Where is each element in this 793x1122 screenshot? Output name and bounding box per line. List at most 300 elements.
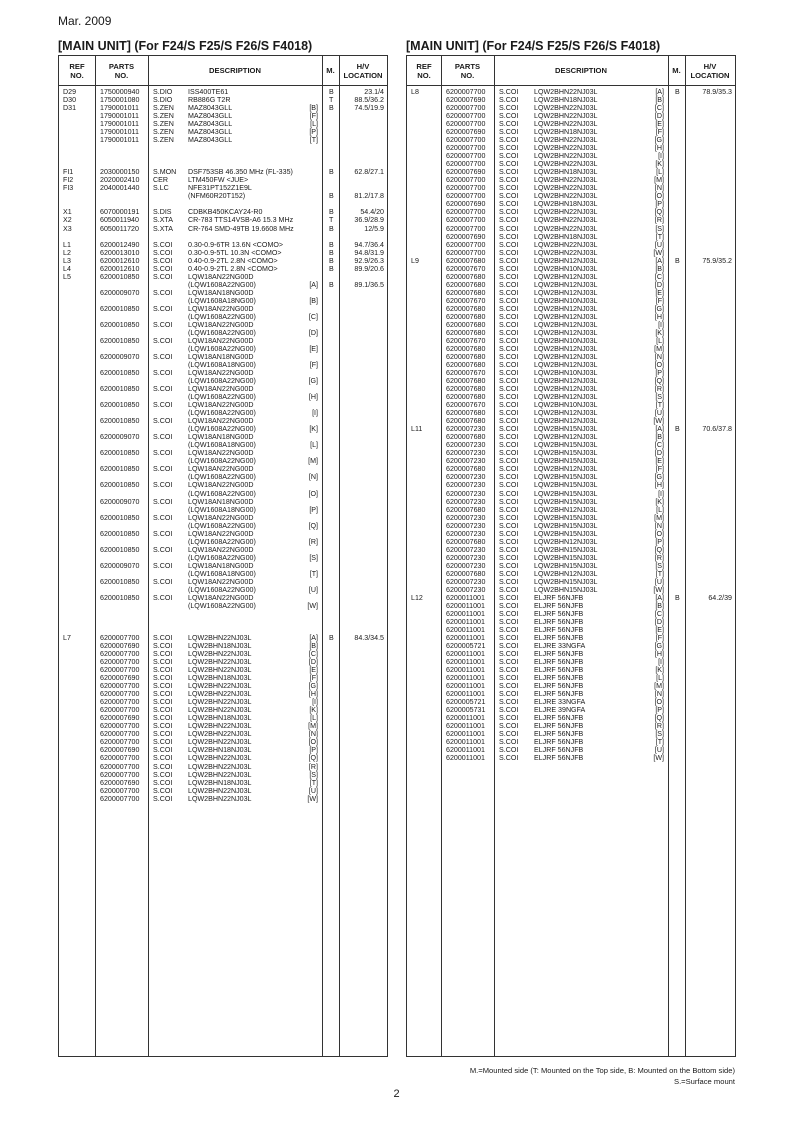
description-cell: ELJRF 56NJFB <box>534 658 584 667</box>
table-row <box>59 690 387 698</box>
class-cell: S.COI <box>499 489 519 498</box>
class-cell: S.COI <box>499 200 519 209</box>
hv-location-cell: 89.1/36.5 <box>354 280 384 289</box>
variant-cell: [K] <box>309 706 318 715</box>
description-cell: LQW2BHN22NJ03L <box>534 176 598 185</box>
variant-cell: [B] <box>309 642 318 651</box>
variant-cell: [M] <box>654 513 664 522</box>
description-cell: LQW2BHN22NJ03L <box>188 682 252 691</box>
variant-cell: [N] <box>654 521 664 530</box>
parts-no-cell: 6200007690 <box>100 746 140 755</box>
mount-side-cell: T <box>329 96 334 105</box>
class-cell: S.COI <box>153 545 173 554</box>
description-cell: (LQW1608A22NG00) <box>188 521 256 530</box>
variant-cell: [Q] <box>654 714 664 723</box>
description-cell: LQW2BHN12NJ03L <box>534 465 598 474</box>
description-cell: 0.30-0.9-5TL 10.3N <COMO> <box>188 248 282 257</box>
table-row <box>407 465 735 473</box>
description-cell: (LQW1608A22NG00) <box>188 537 256 546</box>
table-row <box>59 441 387 449</box>
mount-side-cell: B <box>675 593 680 602</box>
description-cell: (LQW1608A22NG00) <box>188 473 256 482</box>
parts-no-cell: 6200007700 <box>446 216 486 225</box>
variant-cell: [A] <box>655 88 664 96</box>
table-row <box>407 578 735 586</box>
description-cell: DSF753SB 46.350 MHz (FL-335) <box>188 168 293 177</box>
mount-side-cell: B <box>329 264 334 273</box>
description-cell: ELJRE 33NGFA <box>534 698 586 707</box>
table-row <box>59 522 387 530</box>
class-cell: S.COI <box>499 666 519 675</box>
parts-no-cell: 6200007700 <box>100 754 140 763</box>
parts-no-cell: 6200007700 <box>100 690 140 699</box>
description-cell: LQW2BHN22NJ03L <box>188 730 252 739</box>
description-cell: LQW2BHN12NJ03L <box>534 385 598 394</box>
variant-cell: [E] <box>309 344 318 353</box>
table-row <box>407 233 735 241</box>
class-cell: S.COI <box>153 433 173 442</box>
parts-no-cell: 6200007680 <box>446 569 486 578</box>
class-cell: S.COI <box>153 682 173 691</box>
parts-no-cell: 6200010850 <box>100 385 140 394</box>
table-row <box>407 160 735 168</box>
variant-cell: [D] <box>654 280 664 289</box>
table-row <box>59 329 387 337</box>
description-cell: LQW18AN18NG00D <box>188 288 254 297</box>
variant-cell: [N] <box>654 352 664 361</box>
class-cell: S.COI <box>499 248 519 257</box>
description-cell: LQW2BHN18NJ03L <box>188 642 252 651</box>
table-row <box>407 128 735 136</box>
table-row <box>59 457 387 465</box>
surface-mount-note: S.=Surface mount <box>674 1077 735 1086</box>
table-row <box>407 369 735 377</box>
col-parts-label: PARTS NO. <box>454 61 481 80</box>
parts-no-cell: 1750001080 <box>100 96 140 105</box>
table-row <box>407 714 735 722</box>
table-row <box>407 730 735 738</box>
parts-no-cell: 6200007230 <box>446 545 486 554</box>
class-cell: S.COI <box>499 176 519 185</box>
parts-no-cell: 6200007700 <box>446 240 486 249</box>
description-cell: LQW2BHN22NJ03L <box>534 112 598 121</box>
variant-cell: [L] <box>656 168 664 177</box>
ref-no-cell: L4 <box>63 264 71 273</box>
page-number: 2 <box>393 1088 400 1100</box>
variant-cell: [N] <box>308 730 318 739</box>
description-cell: LQW2BHN15NJ03L <box>534 489 598 498</box>
table-row <box>59 297 387 305</box>
parts-no-cell: 6200007690 <box>446 168 486 177</box>
variant-cell: [C] <box>308 650 318 659</box>
parts-no-cell: 6200007690 <box>100 714 140 723</box>
class-cell: S.COI <box>499 513 519 522</box>
variant-cell: [W] <box>307 794 318 803</box>
hv-location-cell: 62.8/27.1 <box>354 168 384 177</box>
class-cell: S.COI <box>499 240 519 249</box>
parts-no-cell: 6200007700 <box>446 208 486 217</box>
table-row <box>407 481 735 489</box>
class-cell: S.COI <box>153 449 173 458</box>
parts-no-cell: 6200005731 <box>446 706 486 715</box>
description-cell: (LQW1608A22NG00) <box>188 328 256 337</box>
table-row <box>59 546 387 554</box>
parts-no-cell: 6200007670 <box>446 401 486 410</box>
parts-no-cell: 6200005721 <box>446 698 486 707</box>
variant-cell: [D] <box>654 617 664 626</box>
table-row <box>407 530 735 538</box>
class-cell: S.COI <box>153 256 173 265</box>
class-cell: S.COI <box>153 666 173 675</box>
col-hv-label: H/V LOCATION <box>690 61 730 80</box>
variant-cell: [F] <box>655 296 664 305</box>
variant-cell: [F] <box>655 465 664 474</box>
table-row <box>59 409 387 417</box>
table-row <box>407 120 735 128</box>
description-cell: LQW2BHN12NJ03L <box>534 352 598 361</box>
description-cell: LQW18AN22NG00D <box>188 513 254 522</box>
parts-no-cell: 1790001011 <box>100 112 139 121</box>
variant-cell: [E] <box>655 288 664 297</box>
table-row <box>407 192 735 200</box>
parts-no-cell: 6200007700 <box>100 738 140 747</box>
ref-no-cell: D29 <box>63 88 77 96</box>
class-cell: S.DIS <box>153 208 172 217</box>
variant-cell: [T] <box>309 136 318 145</box>
description-cell: MAZ8043GLL <box>188 120 233 129</box>
variant-cell: [N] <box>654 690 664 699</box>
parts-no-cell: 6200009070 <box>100 288 140 297</box>
description-cell: LQW2BHN18NJ03L <box>188 714 252 723</box>
table-row <box>407 746 735 754</box>
table-row <box>407 626 735 634</box>
parts-no-cell: 6200007680 <box>446 288 486 297</box>
table-row <box>59 96 387 104</box>
parts-no-cell: 6200010850 <box>100 465 140 474</box>
col-ref-header <box>407 56 441 85</box>
mount-side-cell: B <box>329 240 334 249</box>
variant-cell: [K] <box>655 328 664 337</box>
mount-side-cell: B <box>329 208 334 217</box>
mount-side-cell: B <box>329 168 334 177</box>
description-cell: LQW2BHN18NJ03L <box>534 128 598 137</box>
table-row <box>407 377 735 385</box>
table-row <box>407 506 735 514</box>
description-cell: LQW18AN18NG00D <box>188 433 254 442</box>
variant-cell: [E] <box>655 120 664 129</box>
table-row <box>59 401 387 409</box>
col-m-header <box>668 56 685 85</box>
parts-no-cell: 6200007700 <box>446 112 486 121</box>
description-cell: LQW2BHN22NJ03L <box>534 136 598 145</box>
description-cell: NFE31PT152Z1E9L <box>188 184 252 193</box>
parts-no-cell: 6200007230 <box>446 561 486 570</box>
class-cell: S.ZEN <box>153 112 174 121</box>
ref-no-cell: D31 <box>63 104 77 113</box>
parts-no-cell: 6200011001 <box>446 722 485 731</box>
description-cell: LQW2BHN15NJ03L <box>534 585 598 594</box>
description-cell: (LQW1608A22NG00) <box>188 489 256 498</box>
class-cell: S.COI <box>153 320 173 329</box>
description-cell: ELJRF 56NJFB <box>534 617 584 626</box>
variant-cell: [K] <box>309 425 318 434</box>
variant-cell: [W] <box>653 417 664 426</box>
class-cell: S.ZEN <box>153 128 174 137</box>
mount-side-cell: B <box>675 425 680 434</box>
parts-no-cell: 6200007230 <box>446 529 486 538</box>
parts-no-cell: 6050011940 <box>100 216 139 225</box>
parts-no-cell: 2030000150 <box>100 168 140 177</box>
class-cell: S.COI <box>499 272 519 281</box>
right-section-title: [MAIN UNIT] (For F24/S F25/S F26/S F4018) <box>406 39 661 53</box>
table-row <box>59 530 387 538</box>
parts-no-cell: 6200010850 <box>100 481 140 490</box>
table-row <box>59 433 387 441</box>
mount-side-cell: B <box>329 256 334 265</box>
variant-cell: [G] <box>654 136 664 145</box>
class-cell: S.COI <box>153 248 173 257</box>
parts-no-cell: 6200007700 <box>100 666 140 675</box>
parts-no-cell: 6200007680 <box>446 385 486 394</box>
col-ref-header <box>59 56 95 85</box>
hv-location-cell: 84.3/34.5 <box>354 634 384 643</box>
table-row <box>59 602 387 610</box>
variant-cell: [G] <box>308 377 318 386</box>
class-cell: S.COI <box>499 144 519 153</box>
variant-cell: [C] <box>654 609 664 618</box>
description-cell: LQW2BHN15NJ03L <box>534 441 598 450</box>
table-row <box>59 746 387 754</box>
ref-no-cell: X3 <box>63 224 72 233</box>
table-row <box>407 208 735 216</box>
class-cell: S.COI <box>153 658 173 667</box>
description-cell: LQW2BHN10NJ03L <box>534 369 598 378</box>
variant-cell: [S] <box>655 224 664 233</box>
table-row <box>407 738 735 746</box>
description-cell: 0.30-0.9-6TR 13.6N <COMO> <box>188 240 284 249</box>
class-cell: S.COI <box>499 280 519 289</box>
table-row <box>407 514 735 522</box>
table-row <box>407 522 735 530</box>
col-parts-header <box>95 56 148 85</box>
description-cell: LQW2BHN15NJ03L <box>534 497 598 506</box>
class-cell: S.COI <box>499 168 519 177</box>
table-row <box>59 771 387 779</box>
table-row <box>59 241 387 249</box>
parts-no-cell: 6200011001 <box>446 666 485 675</box>
parts-no-cell: 6200011001 <box>446 690 485 699</box>
class-cell: S.COI <box>499 361 519 370</box>
description-cell: LQW2BHN22NJ03L <box>534 120 598 129</box>
table-row <box>59 136 387 144</box>
parts-no-cell: 1790001011 <box>100 128 139 137</box>
table-row <box>59 184 387 192</box>
table-row <box>407 104 735 112</box>
class-cell: S.MON <box>153 168 177 177</box>
parts-no-cell: 6200007700 <box>100 770 140 779</box>
table-row <box>407 96 735 104</box>
class-cell: S.COI <box>153 722 173 731</box>
class-cell: S.COI <box>153 706 173 715</box>
table-row <box>59 128 387 136</box>
table-row <box>407 602 735 610</box>
parts-no-cell: 6200007700 <box>446 184 486 193</box>
class-cell: S.COI <box>499 690 519 699</box>
description-cell: ELJRF 56NJFB <box>534 722 584 731</box>
description-cell: LQW18AN22NG00D <box>188 320 254 329</box>
variant-cell: [P] <box>309 128 318 137</box>
description-cell: LQW2BHN12NJ03L <box>534 344 598 353</box>
parts-no-cell: 6200010850 <box>100 369 140 378</box>
parts-no-cell: 6200007690 <box>446 128 486 137</box>
class-cell: S.COI <box>499 256 519 265</box>
table-row <box>59 353 387 361</box>
parts-no-cell: 6200007690 <box>446 200 486 209</box>
table-row <box>407 385 735 393</box>
parts-no-cell: 6200011001 <box>446 626 485 634</box>
parts-no-cell: 6200010850 <box>100 336 140 345</box>
description-cell: LQW2BHN22NJ03L <box>188 762 252 771</box>
variant-cell: [L] <box>310 441 318 450</box>
variant-cell: [M] <box>654 682 664 691</box>
table-row <box>407 594 735 602</box>
variant-cell: [I] <box>658 658 664 667</box>
table-row <box>59 562 387 570</box>
table-row <box>407 618 735 626</box>
variant-cell: [A] <box>655 425 664 434</box>
class-cell: S.COI <box>153 593 173 602</box>
description-cell: LQW2BHN15NJ03L <box>534 529 598 538</box>
variant-cell: [O] <box>654 192 664 201</box>
description-cell: (LQW1608A22NG00) <box>188 425 256 434</box>
variant-cell: [O] <box>308 489 318 498</box>
table-row <box>407 682 735 690</box>
parts-no-cell: 6200010850 <box>100 272 140 281</box>
parts-no-cell: 6200007700 <box>446 136 486 145</box>
class-cell: S.COI <box>499 312 519 321</box>
description-cell: LQW2BHN22NJ03L <box>188 650 252 659</box>
table-row <box>407 642 735 650</box>
class-cell: S.COI <box>153 417 173 426</box>
description-cell: LQW2BHN22NJ03L <box>534 104 598 113</box>
table-row <box>59 385 387 393</box>
parts-no-cell: 6200005721 <box>446 642 486 651</box>
parts-no-cell: 6200007680 <box>446 272 486 281</box>
class-cell: S.COI <box>499 529 519 538</box>
class-cell: S.COI <box>499 104 519 113</box>
description-cell: MAZ8043GLL <box>188 128 233 137</box>
variant-cell: [Q] <box>654 208 664 217</box>
parts-no-cell: 6200007700 <box>446 160 486 169</box>
description-cell: (LQW1608A22NG00) <box>188 377 256 386</box>
hv-location-cell: 81.2/17.8 <box>354 192 384 201</box>
class-cell: S.COI <box>499 304 519 313</box>
parts-no-cell: 6200013010 <box>100 248 140 257</box>
parts-no-cell: 6200011001 <box>446 601 485 610</box>
table-row <box>59 104 387 112</box>
class-cell: S.COI <box>499 505 519 514</box>
parts-no-cell: 6200007700 <box>100 650 140 659</box>
description-cell: LQW2BHN22NJ03L <box>188 738 252 747</box>
table-row <box>407 457 735 465</box>
description-cell: LQW2BHN18NJ03L <box>534 96 598 105</box>
class-cell: S.COI <box>499 481 519 490</box>
table-row <box>59 481 387 489</box>
class-cell: S.COI <box>499 569 519 578</box>
table-row <box>407 361 735 369</box>
ref-no-cell: L1 <box>63 240 71 249</box>
description-cell: LQW18AN18NG00D <box>188 561 254 570</box>
parts-no-cell: 6200007700 <box>100 786 140 795</box>
table-row <box>407 666 735 674</box>
description-cell: LQW2BHN15NJ03L <box>534 425 598 434</box>
table-row <box>59 88 387 96</box>
class-cell: S.COI <box>499 393 519 402</box>
variant-cell: [P] <box>309 746 318 755</box>
variant-cell: [H] <box>308 393 318 402</box>
variant-cell: [U] <box>308 585 318 594</box>
description-cell: (LQW1608A18NG00) <box>188 361 256 370</box>
description-cell: LQW2BHN18NJ03L <box>188 674 252 683</box>
description-cell: ISS400TE61 <box>188 88 229 96</box>
description-cell: LQW2BHN15NJ03L <box>534 473 598 482</box>
table-row <box>407 345 735 353</box>
table-row <box>407 490 735 498</box>
description-cell: LQW2BHN15NJ03L <box>534 545 598 554</box>
variant-cell: [B] <box>309 104 318 113</box>
variant-cell: [S] <box>655 393 664 402</box>
table-row <box>59 192 387 200</box>
description-cell: LQW2BHN22NJ03L <box>534 240 598 249</box>
variant-cell: [E] <box>309 666 318 675</box>
class-cell: S.COI <box>499 626 519 634</box>
class-cell: S.COI <box>499 698 519 707</box>
table-row <box>407 690 735 698</box>
class-cell: S.COI <box>499 593 519 602</box>
description-cell: LQW2BHN22NJ03L <box>534 88 598 96</box>
description-cell: LQW18AN22NG00D <box>188 449 254 458</box>
parts-no-cell: 6200007690 <box>446 232 486 241</box>
variant-cell: [H] <box>654 650 664 659</box>
mount-side-cell: B <box>329 192 334 201</box>
description-cell: LQW18AN22NG00D <box>188 385 254 394</box>
description-cell: LQW2BHN18NJ03L <box>534 168 598 177</box>
table-row <box>59 554 387 562</box>
description-cell: CR-783 TTS14VSB-A6 15.3 MHz <box>188 216 294 225</box>
variant-cell: [R] <box>654 385 664 394</box>
description-cell: (LQW1608A22NG00) <box>188 409 256 418</box>
parts-no-cell: 6200007700 <box>100 730 140 739</box>
parts-no-cell: 6200007700 <box>100 762 140 771</box>
description-cell: LQW2BHN22NJ03L <box>534 192 598 201</box>
description-cell: LQW18AN22NG00D <box>188 577 254 586</box>
class-cell: S.COI <box>153 529 173 538</box>
description-cell: LQW2BHN15NJ03L <box>534 561 598 570</box>
variant-cell: [P] <box>655 706 664 715</box>
description-cell: (LQW1608A18NG00) <box>188 441 256 450</box>
table-row <box>407 538 735 546</box>
description-cell: ELJRF 56NJFB <box>534 626 584 634</box>
class-cell: S.COI <box>499 120 519 129</box>
table-row <box>59 417 387 425</box>
table-row <box>407 265 735 273</box>
table-row <box>407 337 735 345</box>
class-cell: S.COI <box>499 730 519 739</box>
description-cell: RB886G T2R <box>188 96 231 105</box>
parts-no-cell: 6200007700 <box>100 698 140 707</box>
table-row <box>407 570 735 578</box>
variant-cell: [C] <box>654 272 664 281</box>
